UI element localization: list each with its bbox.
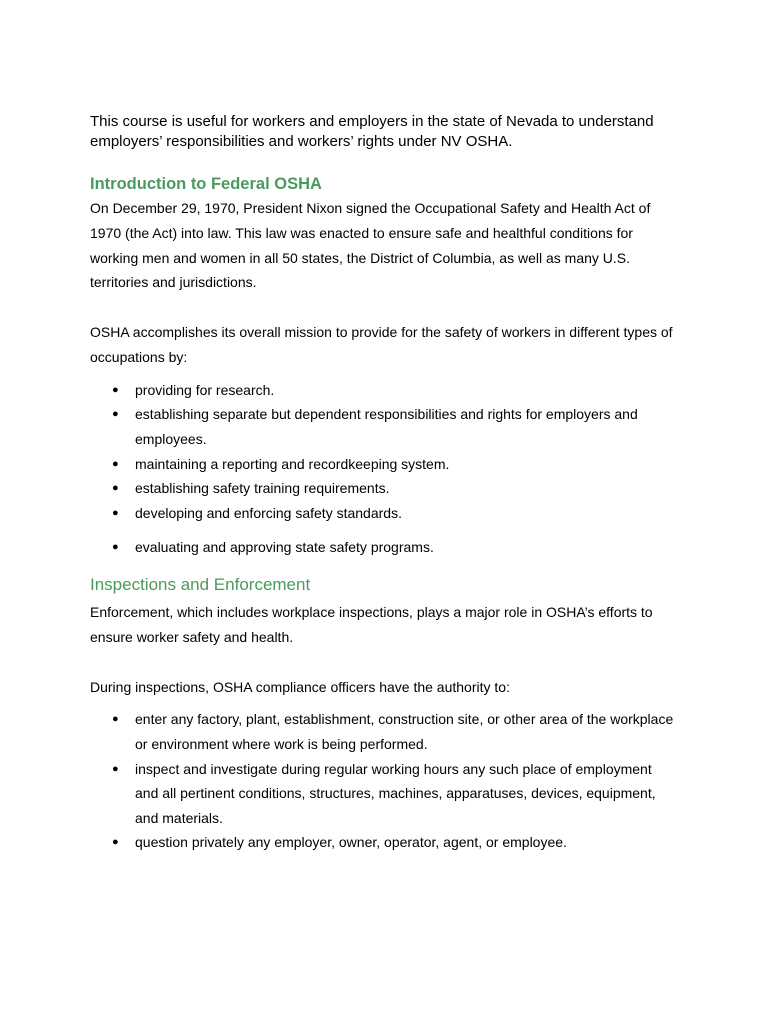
- section-heading-federal-osha: Introduction to Federal OSHA: [90, 175, 322, 193]
- bullet-icon: ●: [112, 713, 119, 726]
- list-item-text: enter any factory, plant, establishment, construction site, or other area of the workplace or environment where work is being performed.: [135, 711, 674, 752]
- list-item-text: evaluating and approving state safety programs.: [135, 539, 434, 556]
- bullet-icon: ●: [112, 482, 119, 495]
- list-item: [90, 707, 678, 756]
- section-heading-inspections: Inspections and Enforcement: [90, 574, 311, 594]
- bullet-icon: ●: [112, 541, 119, 554]
- list-item: [90, 476, 678, 501]
- bullet-icon: ●: [112, 836, 119, 849]
- list-item-text: inspect and investigate during regular working hours any such place of employment and all pertinent conditions, structures, machines, apparatuses, devices, equipment, and materials.: [135, 760, 656, 826]
- list-item-text: providing for research.: [135, 381, 275, 398]
- list-item-text: establishing separate but dependent responsibilities and rights for employers and employees.: [135, 406, 638, 447]
- list-item: [90, 830, 678, 855]
- list-item: [90, 501, 678, 526]
- federal-osha-paragraph-1: On December 29, 1970, President Nixon signed the Occupational Safety and Health Act of 1970 (the Act) into law. This law was enacted to ensure safe and healthful conditions for working men and women in all 50 states, the District of Columbia, as well as many U.S. territories and jurisdictions.: [90, 200, 651, 291]
- list-item-text: establishing safety training requirements.: [135, 480, 390, 497]
- inspections-paragraph-2: During inspections, OSHA compliance officers have the authority to:: [90, 678, 510, 695]
- bullet-icon: ●: [112, 506, 119, 519]
- paragraph-gap: [90, 295, 678, 320]
- list-item-text: developing and enforcing safety standards.: [135, 504, 402, 521]
- bullet-icon: ●: [112, 383, 119, 396]
- mission-bullet-list: [90, 378, 678, 560]
- authority-bullet-list: [90, 707, 678, 855]
- intro-paragraph: This course is useful for workers and employers in the state of Nevada to understand employers’ responsibilities and workers’ rights under NV OSHA.: [90, 113, 654, 150]
- list-item-text: question privately any employer, owner, operator, agent, or employee.: [135, 834, 567, 851]
- list-item-text: maintaining a reporting and recordkeeping system.: [135, 455, 450, 472]
- list-item: [90, 757, 678, 831]
- bullet-icon: ●: [112, 457, 119, 470]
- list-item: [90, 378, 678, 403]
- list-item: [90, 452, 678, 477]
- bullet-icon: ●: [112, 408, 119, 421]
- paragraph-gap: [90, 650, 678, 675]
- list-item: [90, 402, 678, 451]
- federal-osha-paragraph-2: OSHA accomplishes its overall mission to provide for the safety of workers in different types of occupations by:: [90, 324, 673, 365]
- inspections-paragraph-1: Enforcement, which includes workplace inspections, plays a major role in OSHA’s efforts to ensure worker safety and health.: [90, 603, 653, 645]
- list-item: [90, 535, 678, 560]
- bullet-icon: ●: [112, 762, 119, 775]
